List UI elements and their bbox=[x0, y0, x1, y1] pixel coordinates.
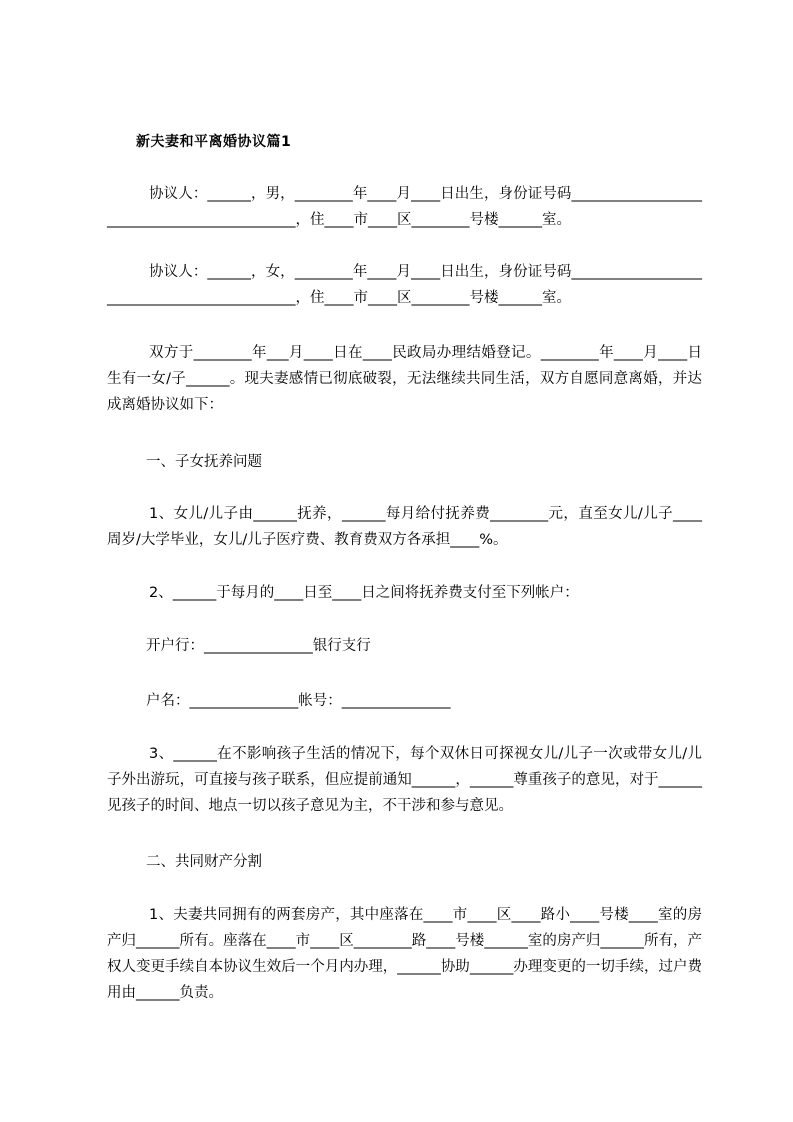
child-custody-item-2: 2、______于每月的____日至____日之间将抚养费支付至下列帐户： bbox=[149, 585, 579, 601]
child-custody-item-1: 1、女儿/儿子由______抚养，______每月给付抚养费________元，直至女儿/儿子____周岁/大学毕业，女儿/儿子医疗费、教育费双方各承担____%。 bbox=[107, 506, 702, 548]
document-title: 新夫妻和平离婚协议篇1 bbox=[136, 134, 292, 150]
party2-paragraph: 协议人：______，女，________年____月____日出生，身份证号码____________________________________________，住____市____区________号楼______室。 bbox=[107, 264, 702, 306]
section1-heading: 一、子女抚养问题 bbox=[146, 454, 262, 470]
account-line: 户名：_______________帐号：_______________ bbox=[146, 693, 451, 709]
section2-heading: 二、共同财产分割 bbox=[146, 854, 262, 870]
property-item-1: 1、夫妻共同拥有的两套房产，其中座落在____市____区____路小____号楼____室的房产归______所有。座落在____市____区________路____号楼______室的房产归______所有，产权人变更手续自本协议生效后一个月内办理，______协助______办理变更的一切手续，过户费用由______负责。 bbox=[107, 907, 702, 1001]
child-custody-item-3: 3、______在不影响孩子生活的情况下，每个双休日可探视女儿/儿子一次或带女儿/儿子外出游玩，可直接与孩子联系，但应提前通知______，______尊重孩子的意见，对于______见孩子的时间、地点一切以孩子意见为主，不干涉和参与意见。 bbox=[107, 746, 702, 814]
bank-line: 开户行：_______________银行支行 bbox=[146, 638, 371, 654]
marriage-paragraph: 双方于________年___月____日在____民政局办理结婚登记。________年____月____日生有一女/子______。现夫妻感情已彻底破裂，无法继续共同生活，双方自愿同意离婚，并达成离婚协议如下： bbox=[107, 345, 702, 413]
party1-paragraph: 协议人：______，男，________年____月____日出生，身份证号码____________________________________________，住____市____区________号楼______室。 bbox=[107, 186, 702, 228]
